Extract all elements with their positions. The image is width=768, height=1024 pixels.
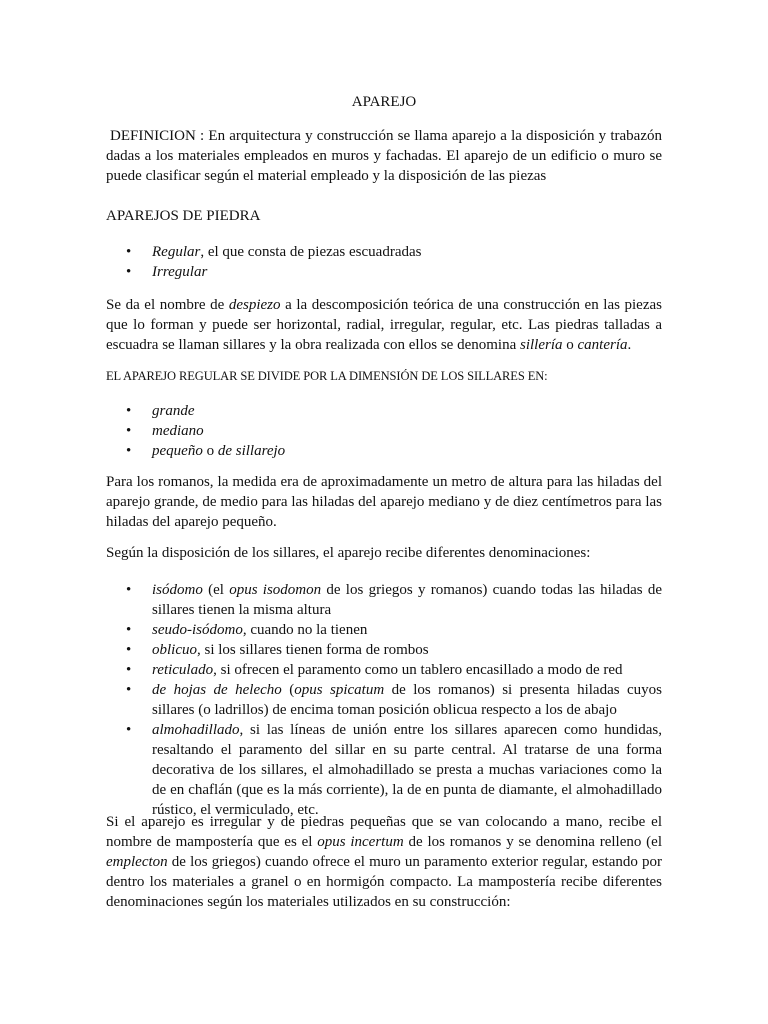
list-item: • Irregular	[106, 262, 662, 282]
list-item: • de hojas de helecho (opus spicatum de los romanos) si presenta hiladas cuyos sillares (o ladrillos) de encima toman posición oblicua respecto a los de abajo	[106, 680, 662, 720]
romans-paragraph: Para los romanos, la medida era de aproximadamente un metro de altura para las hiladas del aparejo grande, de medio para las hiladas del aparejo mediano y de diez centímetros para las hiladas del aparejo pequeño.	[106, 474, 662, 530]
disposition-intro: Según la disposición de los sillares, el aparejo recibe diferentes denominaciones:	[106, 545, 591, 561]
list-item: • reticulado, si ofrecen el paramento como un tablero encasillado a modo de red	[106, 660, 662, 680]
definition-paragraph	[106, 126, 662, 186]
list-item: • isódomo (el opus isodomon de los griegos y romanos) cuando todas las hiladas de sillares tienen la misma altura	[106, 580, 662, 620]
list-item: • Regular, el que consta de piezas escuadradas	[106, 242, 662, 262]
list-item: • oblicuo, si los sillares tienen forma de rombos	[106, 640, 662, 660]
document-title: APAREJO	[351, 94, 417, 110]
stone-type-list	[106, 242, 662, 282]
definition-label: DEFINICION	[110, 128, 196, 144]
list-item: • pequeño o de sillarejo	[106, 441, 662, 461]
section-heading-regular: EL APAREJO REGULAR SE DIVIDE POR LA DIMENSIÓN DE LOS SILLARES EN:	[106, 369, 548, 383]
size-list	[106, 401, 662, 461]
section-heading-stone: APAREJOS DE PIEDRA	[106, 208, 261, 224]
list-item: • almohadillado, si las líneas de unión entre los sillares aparecen como hundidas, resaltando el paramento del sillar en su parte central. Al tratarse de una forma decorativa de los sillares, el almohadillado se presta a muchas variaciones como la de en chaflán (que es la más corriente), la de en punta de diamante, el almohadillado rústico, el vermiculado, etc.	[106, 720, 662, 820]
list-item: • mediano	[106, 421, 662, 441]
irregular-paragraph: Si el aparejo es irregular y de piedras pequeñas que se van colocando a mano, recibe el nombre de mampostería que es el opus incertum de los romanos y se denomina relleno (el emplecton de los griegos) cuando ofrece el muro un paramento exterior regular, estando por dentro los materiales a granel o en hormigón compacto. La mampostería recibe diferentes denominaciones según los materiales utilizados en su construcción:	[106, 814, 662, 910]
definition-text: : En arquitectura y construcción se llama aparejo a la disposición y trabazón dadas a los materiales empleados en muros y fachadas. El aparejo de un edificio o muro se puede clasificar según el material empleado y la disposición de las piezas	[106, 128, 662, 184]
list-item: • seudo-isódomo, cuando no la tienen	[106, 620, 662, 640]
despiezo-paragraph: Se da el nombre de despiezo a la descomposición teórica de una construcción en las piezas que lo forman y puede ser horizontal, radial, irregular, regular, etc. Las piedras talladas a escuadra se llaman sillares y la obra realizada con ellos se denomina sillería o cantería.	[106, 297, 662, 353]
disposition-list	[106, 580, 662, 820]
list-item: • grande	[106, 401, 662, 421]
